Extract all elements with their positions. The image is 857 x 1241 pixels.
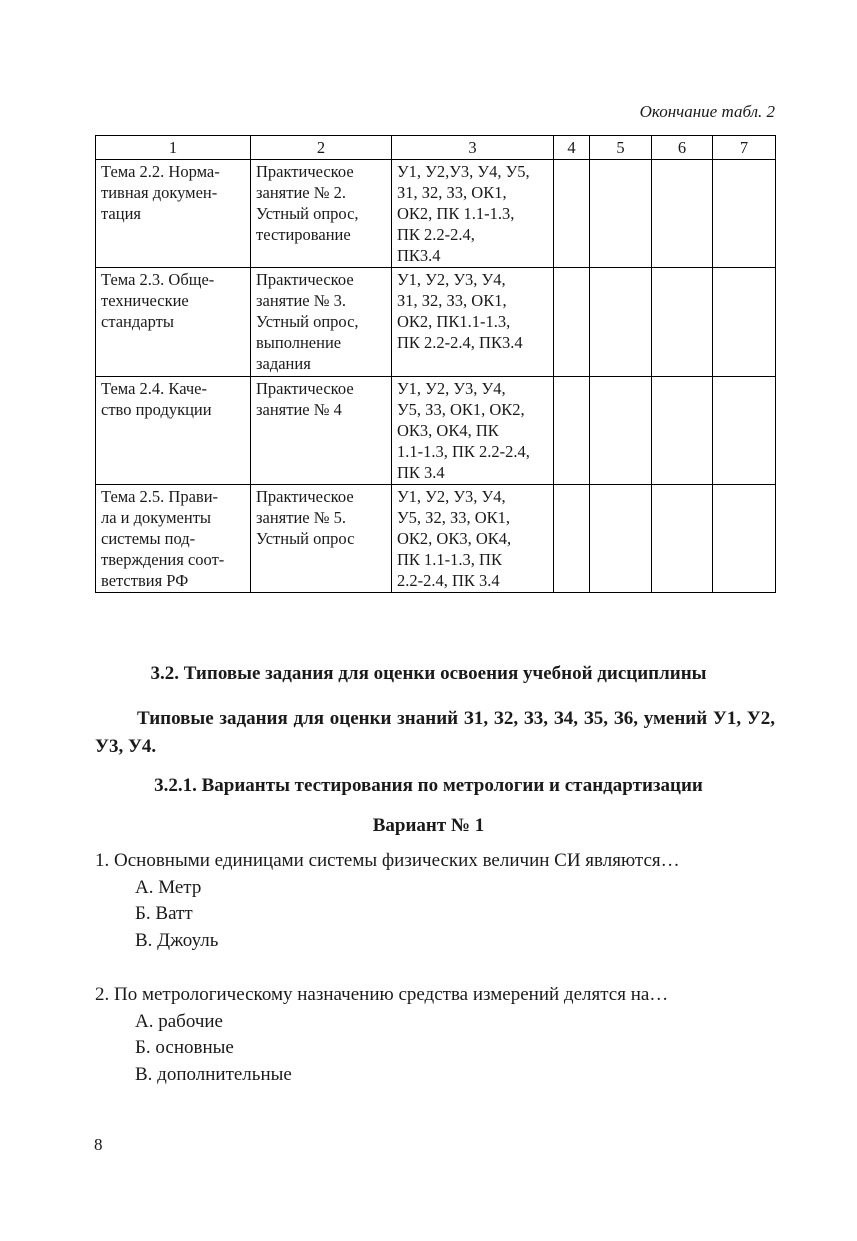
empty-cell (652, 377, 713, 485)
question-2 (95, 982, 785, 1088)
answer-option: А. Метр (135, 876, 202, 898)
page-number: 8 (94, 1135, 103, 1154)
empty-cell (713, 377, 776, 485)
table-row (96, 377, 776, 485)
empty-cell (554, 485, 590, 593)
empty-cell (554, 268, 590, 377)
variant-heading: Вариант № 1 (372, 815, 485, 836)
question-text: 1. Основными единицами системы физических величин СИ являются… (95, 850, 680, 871)
empty-cell (590, 485, 652, 593)
empty-cell (713, 268, 776, 377)
column-header: 6 (652, 136, 713, 160)
table-row (96, 485, 776, 593)
column-header: 4 (554, 136, 590, 160)
topic-cell: Тема 2.3. Обще- технические стандарты (96, 268, 251, 377)
competency-table (95, 135, 776, 593)
competencies-cell: У1, У2, У3, У4, З1, З2, З3, ОК1, ОК2, ПК1.1-1.3, ПК 2.2-2.4, ПК3.4 (392, 268, 554, 377)
tests-heading: 3.2.1. Варианты тестирования по метрологии и стандартизации (154, 775, 703, 796)
competencies-cell: У1, У2, У3, У4, У5, З2, З3, ОК1, ОК2, ОК3, ОК4, ПК 1.1-1.3, ПК 2.2-2.4, ПК 3.4 (392, 485, 554, 593)
answer-option: А. рабочие (135, 1010, 223, 1032)
form-cell: Практическое занятие № 5. Устный опрос (251, 485, 392, 593)
answer-option: Б. Ватт (135, 903, 193, 924)
empty-cell (554, 377, 590, 485)
empty-cell (590, 268, 652, 377)
column-header: 1 (96, 136, 251, 160)
table-caption: Окончание табл. 2 (639, 102, 775, 121)
answer-option: В. Джоуль (135, 929, 219, 951)
table-row (96, 160, 776, 268)
form-cell: Практическое занятие № 4 (251, 377, 392, 485)
topic-cell: Тема 2.5. Прави- ла и документы системы под- тверждения соот- ветствия РФ (96, 485, 251, 593)
column-header: 5 (590, 136, 652, 160)
answer-option: В. дополнительные (135, 1063, 292, 1085)
empty-cell (713, 160, 776, 268)
competencies-cell: У1, У2, У3, У4, У5, З3, ОК1, ОК2, ОК3, ОК4, ПК 1.1-1.3, ПК 2.2-2.4, ПК 3.4 (392, 377, 554, 485)
question-text: 2. По метрологическому назначению средства измерений делятся на… (95, 984, 669, 1005)
topic-cell: Тема 2.4. Каче- ство продукции (96, 377, 251, 485)
column-header: 3 (392, 136, 554, 160)
answer-option: Б. основные (135, 1037, 234, 1058)
empty-cell (590, 160, 652, 268)
section-heading: 3.2. Типовые задания для оценки освоения учебной дисциплины (150, 663, 707, 684)
table-header-row (96, 136, 776, 160)
subheading: Типовые задания для оценки знаний З1, З2, З3, З4, З5, З6, умений У1, У2, У3, У4. (95, 708, 775, 757)
form-cell: Практическое занятие № 2. Устный опрос, тестирование (251, 160, 392, 268)
empty-cell (713, 485, 776, 593)
question-1 (95, 848, 785, 954)
empty-cell (652, 160, 713, 268)
column-header: 7 (713, 136, 776, 160)
column-header: 2 (251, 136, 392, 160)
topic-cell: Тема 2.2. Норма- тивная докумен- тация (96, 160, 251, 268)
empty-cell (652, 485, 713, 593)
empty-cell (590, 377, 652, 485)
empty-cell (554, 160, 590, 268)
empty-cell (652, 268, 713, 377)
competencies-cell: У1, У2,У3, У4, У5, З1, З2, З3, ОК1, ОК2, ПК 1.1-1.3, ПК 2.2-2.4, ПК3.4 (392, 160, 554, 268)
table-row (96, 268, 776, 377)
form-cell: Практическое занятие № 3. Устный опрос, выполнение задания (251, 268, 392, 377)
